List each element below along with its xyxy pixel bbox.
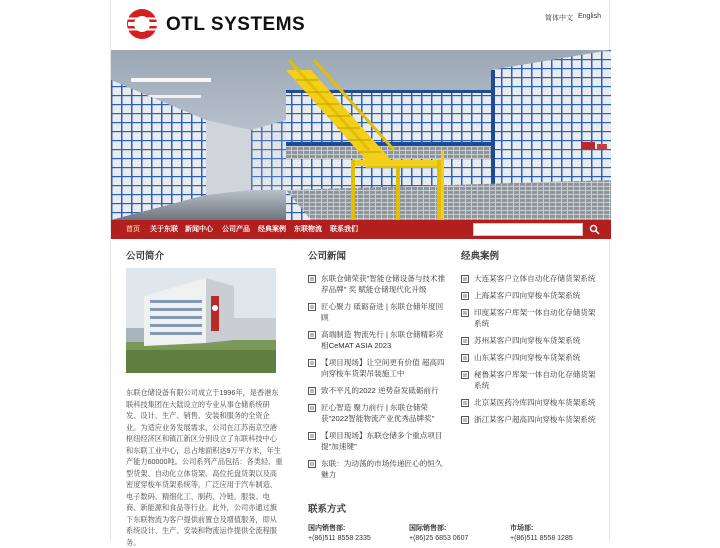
news-title: 公司新闻 [308, 251, 347, 262]
document-icon [461, 292, 469, 300]
case-item[interactable] [461, 307, 599, 329]
news-item-label: 高端制造 物流先行 | 东联仓储精彩亮相CeMAT ASIA 2023 [321, 330, 444, 350]
news-item-label: 【项目现场】东联仓储多个重点项目提"加速键" [321, 431, 443, 451]
news-item[interactable] [308, 385, 446, 396]
news-item[interactable] [308, 458, 446, 480]
lang-chinese-link[interactable]: 简体中文 [545, 15, 573, 22]
document-icon [461, 337, 469, 345]
search-icon[interactable] [589, 224, 600, 235]
nav-item-home[interactable]: 首页 [126, 226, 140, 233]
document-icon [461, 354, 469, 362]
intl-sales-phone: +(86)25 6853 0607 [409, 535, 469, 542]
contact-title: 联系方式 [308, 504, 347, 515]
nav-item-news[interactable]: 新闻中心 [185, 226, 213, 233]
main-nav [111, 220, 611, 239]
document-icon [308, 387, 316, 395]
document-icon [308, 331, 316, 339]
case-item-label: 苏州某客户四向穿梭车货架系统 [474, 336, 581, 345]
otl-logo[interactable] [126, 8, 306, 40]
intro-text: 东联仓储设备有限公司成立于1996年，是香港东联科技集团在大陆设立的专业从事仓储系统研发、设计、生产、销售、安装和服务的全资企业。为适应业务发展需求，公司在江苏南京空港枢纽经济区和镇江新区分别设立了东联科技中心和东联工业中心，总占地面积达9万平方米，年生产能力60000吨。公司系列产品包括：各类轻、重型货架、自动化立体货架、高位托盘货架以及高密度穿梭车货架系统等，广泛应用于汽车制造、电子数码、精细化工、制药、冷链、服装、电商、新能源和食品等行业。此外，公司亦通过旗下东联物流为客户提供前置仓及增值服务，即从系统设计、生产、安装和物流运作提供全流程服务。 [126, 388, 283, 547]
case-item-label: 浙江某客户超高四向穿梭车货架系统 [474, 415, 596, 424]
document-icon [461, 399, 469, 407]
case-item-label: 印度某客户库架一体自动化存储货架系统 [474, 308, 596, 328]
case-item[interactable] [461, 369, 599, 391]
document-icon [308, 460, 316, 468]
company-building-image [126, 268, 276, 373]
lang-english-link[interactable]: English [578, 13, 601, 20]
hero-banner-image [111, 50, 611, 220]
intro-title: 公司简介 [126, 251, 165, 262]
news-list [308, 273, 446, 486]
case-item-label: 大连某客户立体自动化存储货架系统 [474, 274, 596, 283]
news-item[interactable] [308, 301, 446, 323]
marketing-label: 市场部: [510, 525, 534, 532]
domestic-sales-label: 国内销售部: [308, 525, 346, 532]
document-icon [308, 303, 316, 311]
case-item-label: 上海某客户四向穿梭车货架系统 [474, 291, 581, 300]
logo-emblem-icon [126, 8, 162, 40]
logo-text: OTL SYSTEMS [166, 14, 306, 35]
news-item[interactable] [308, 402, 446, 424]
news-item-label: 匠心智造 聚力前行 | 东联仓储荣获"2022智能物流产业优秀品牌奖" [321, 403, 435, 423]
news-item[interactable] [308, 430, 446, 452]
domestic-sales-phone: +(86)511 8558 2335 [308, 535, 371, 542]
nav-item-products[interactable]: 公司产品 [222, 226, 250, 233]
nav-item-logistics[interactable]: 东联物流 [294, 226, 322, 233]
news-item-label: 【项目现场】让空间更有价值 超高四向穿梭车货架吊装施工中 [321, 358, 445, 378]
document-icon [461, 371, 469, 379]
nav-item-contact[interactable]: 联系我们 [330, 226, 358, 233]
case-item[interactable] [461, 397, 599, 408]
marketing-phone: +(86)511 8558 1285 [510, 535, 573, 542]
news-item[interactable] [308, 273, 446, 295]
case-item-label: 山东某客户四向穿梭车货架系统 [474, 353, 581, 362]
document-icon [308, 275, 316, 283]
news-item-label: 匠心聚力 砥砺奋进 | 东联仓储年度回顾 [321, 302, 444, 322]
case-item[interactable] [461, 414, 599, 425]
case-item[interactable] [461, 290, 599, 301]
news-item[interactable] [308, 329, 446, 351]
case-item-label: 北京某医药冷库四向穿梭车货架系统 [474, 398, 596, 407]
page [110, 0, 610, 547]
case-item[interactable] [461, 352, 599, 363]
cases-list [461, 273, 599, 431]
case-item[interactable] [461, 273, 599, 284]
document-icon [461, 416, 469, 424]
nav-item-cases[interactable]: 经典案例 [258, 226, 286, 233]
news-item[interactable] [308, 357, 446, 379]
search-input[interactable] [473, 223, 583, 236]
document-icon [308, 404, 316, 412]
case-item-label: 秘鲁某客户库架一体自动化存储货架系统 [474, 370, 596, 390]
news-item-label: 东联：为动荡的市场传递匠心的恒久魅力 [321, 459, 443, 479]
news-item-label: 致不平凡的2022 逆势奋发砥砺前行 [321, 386, 439, 395]
document-icon [461, 275, 469, 283]
header [111, 0, 611, 50]
document-icon [461, 309, 469, 317]
case-item[interactable] [461, 335, 599, 346]
document-icon [308, 359, 316, 367]
nav-item-about[interactable]: 关于东联 [150, 226, 178, 233]
document-icon [308, 432, 316, 440]
news-item-label: 东联仓储荣获"智能仓储设备与技术推荐品牌" 奖 赋能仓储现代化升级 [321, 274, 446, 294]
intl-sales-label: 国际销售部: [409, 525, 447, 532]
cases-title: 经典案例 [461, 251, 500, 262]
